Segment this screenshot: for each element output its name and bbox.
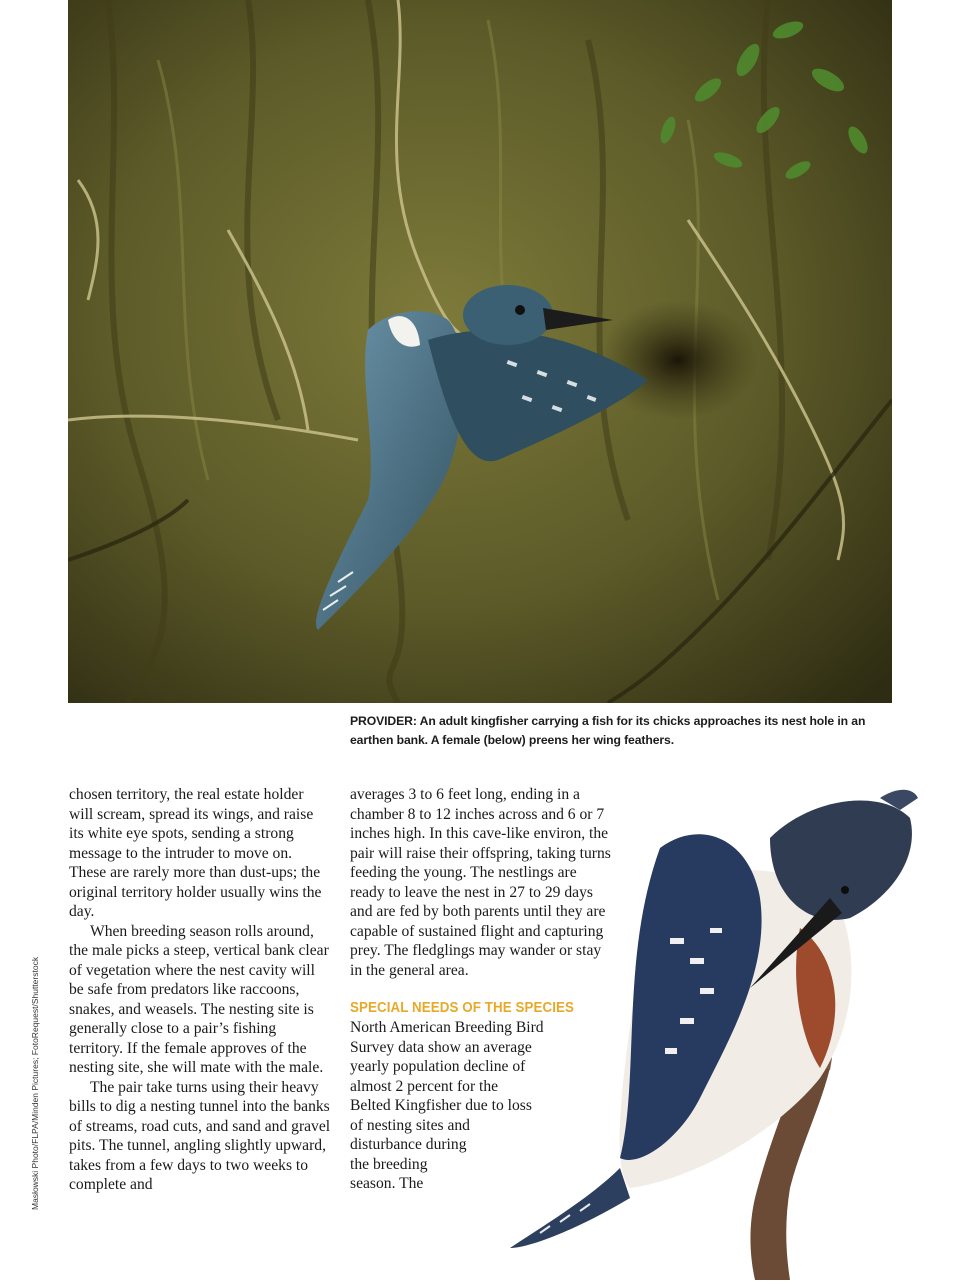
caption-text: An adult kingfisher carrying a fish for its chicks approaches its nest hole in an earthen bank. A female (below) preens her wing feathers. [350, 714, 866, 747]
text-line: of nesting sites and [350, 1116, 470, 1134]
text-line: Belted Kingfisher due to loss [350, 1097, 532, 1114]
kingfisher-preening-illustration [500, 778, 961, 1280]
bottom-photo-kingfisher-preening [500, 778, 961, 1280]
text-line: North American Breeding Bird [350, 1019, 544, 1036]
article-column-1 [69, 785, 331, 1195]
column2-paragraph-1: averages 3 to 6 feet long, ending in a chamber 8 to 12 inches across and 6 or 7 inches high. In this cave-like environ, the pair will raise their offspring, taking turns feeding the young. The nestlings are ready to leave the nest in 27 to 29 days and are fed by both parents until they are capable of sustained flight and capturing prey. The fledglings may wander or stay in the general area. [350, 786, 611, 979]
photo-caption [350, 712, 895, 750]
text-line: season. The [350, 1175, 424, 1192]
caption-lead: PROVIDER: [350, 714, 417, 728]
column1-paragraph-2: When breeding season rolls around, the male picks a steep, vertical bank clear of vegetation where the nest cavity will be safe from predators like raccoons, snakes, and weasels. The nesting site is generally close to a pair’s fishing territory. If the female approves of the nesting site, she will mate with the male. [69, 922, 329, 1076]
column1-paragraph-1: chosen territory, the real estate holder will scream, spread its wings, and raise its white eye spots, sending a strong message to the intruder to move on. These are rarely more than dust-ups; the original territory holder usually wins the day. [69, 786, 322, 920]
text-line: the breeding [350, 1155, 428, 1173]
text-line: Survey data show an average [350, 1038, 532, 1056]
column1-paragraph-3: The pair take turns using their heavy bills to dig a nesting tunnel into the banks of streams, road cuts, and sand and gravel pits. The tunnel, angling slightly upward, takes from a few days to two weeks to complete and [69, 1078, 331, 1193]
text-line: disturbance during [350, 1136, 467, 1153]
text-line: yearly population decline of [350, 1058, 526, 1075]
text-line: almost 2 percent for the [350, 1077, 499, 1095]
top-photo-kingfisher-nest [68, 0, 892, 703]
kingfisher-nest-illustration [68, 0, 892, 703]
photo-credit: Masłowski Photo/FLPA/Minden Pictures; FotoRequest/Shutterstock [30, 956, 40, 1210]
section-heading: SPECIAL NEEDS OF THE SPECIES [350, 1000, 574, 1016]
